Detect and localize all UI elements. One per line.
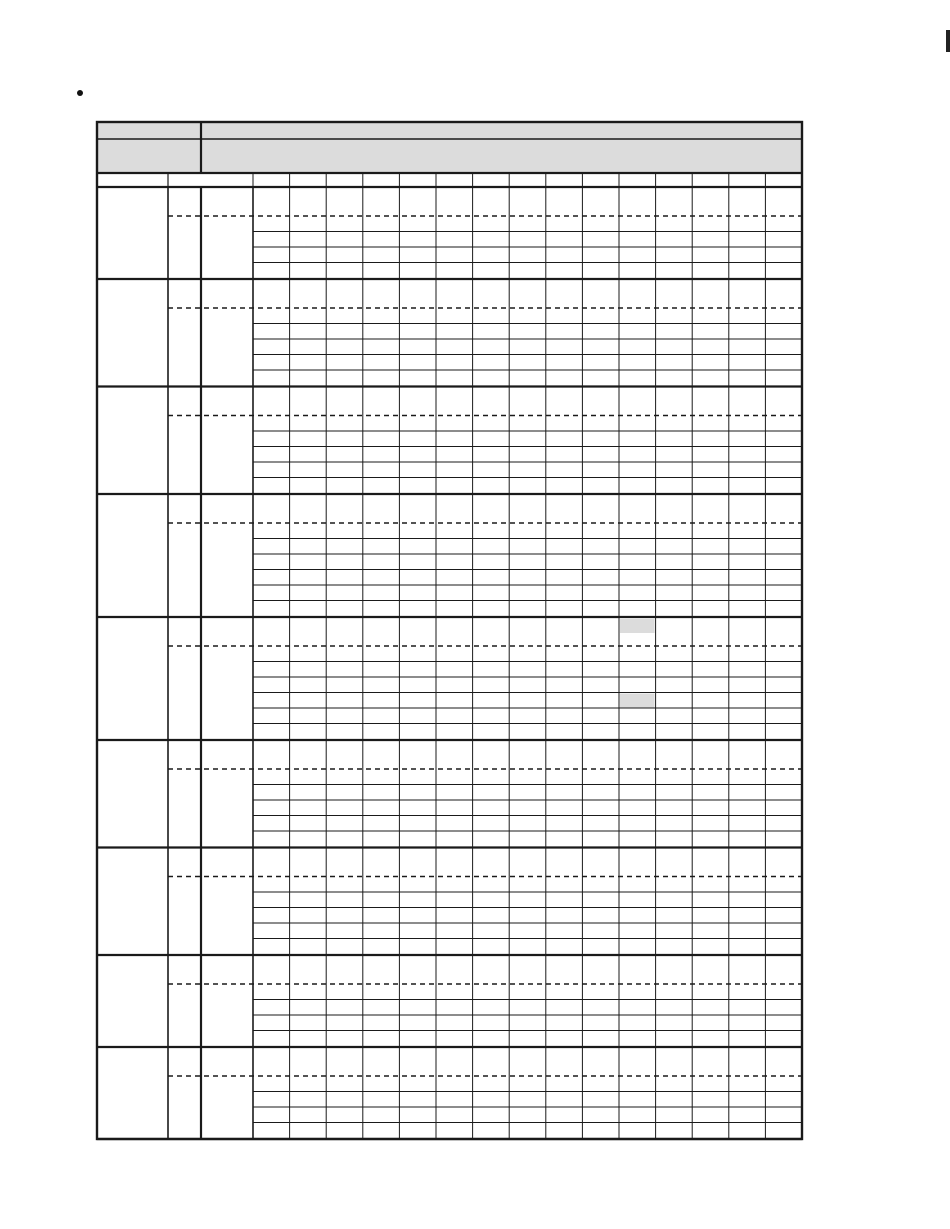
header-band-columns xyxy=(97,173,802,187)
table-frame xyxy=(97,122,802,1139)
header-band-middle xyxy=(97,139,802,173)
header-band-top xyxy=(97,122,802,139)
shaded-cell-g4-1 xyxy=(620,694,655,709)
shaded-cell-g4-0 xyxy=(620,619,655,633)
